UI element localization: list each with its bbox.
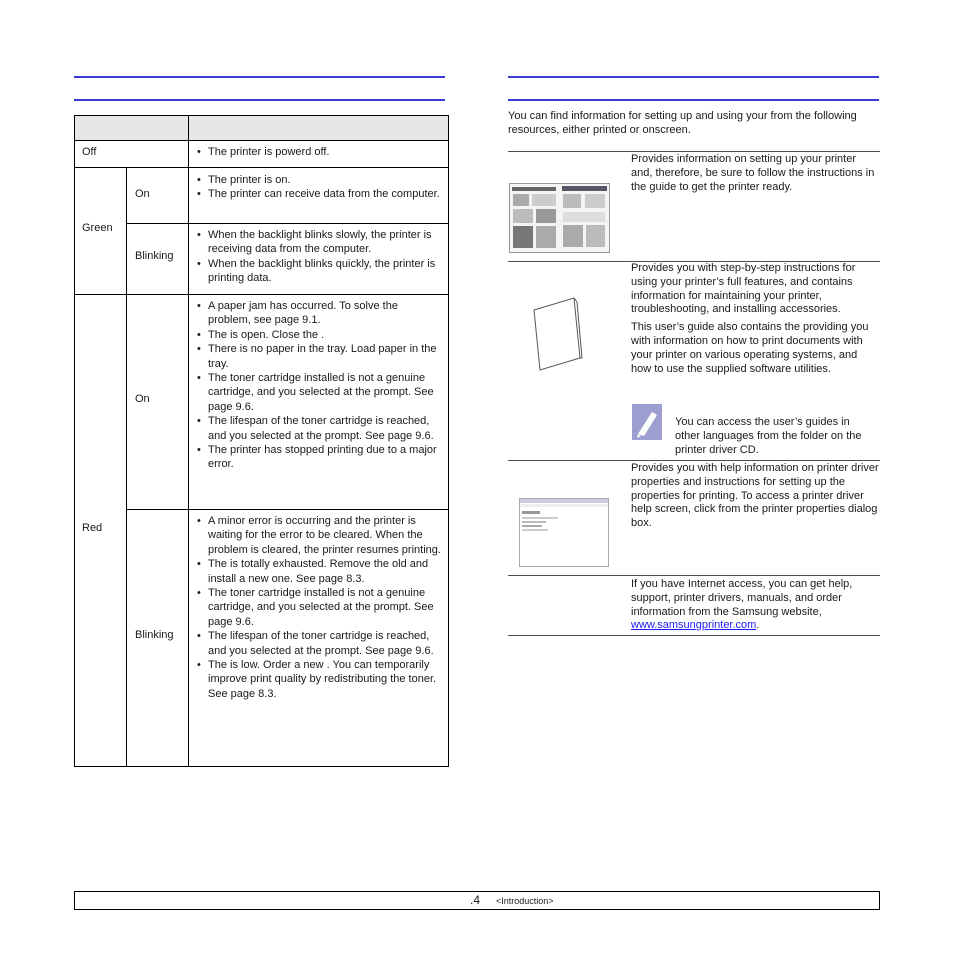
bullet-item: • The printer can receive data from the computer. (196, 187, 442, 201)
resource-2-text (631, 262, 879, 376)
bullet-item: • The is low. Order a new . You can temporarily improve print quality by redistributing the toner. See page 8.3. (196, 658, 442, 701)
bullet-item: • The toner cartridge installed is not a genuine cartridge, and you selected at the prompt. See page 9.6. (196, 586, 442, 629)
bullet-item: • The printer has stopped printing due to a major error. (196, 443, 442, 472)
bullet-item: • When the backlight blinks quickly, the printer is printing data. (196, 257, 442, 286)
table-border-right (448, 115, 449, 767)
row-line (126, 509, 449, 510)
samsung-website-link[interactable]: www.samsungprinter.com (631, 619, 757, 632)
bullet-item: • The toner cartridge installed is not a genuine cartridge, and you selected at the prompt. See page 9.6. (196, 371, 442, 414)
bullet-item: • The lifespan of the toner cartridge is reached, and you selected at the prompt. See page 9.6. (196, 629, 442, 658)
resource-divider (508, 635, 880, 636)
bullet-item: • The printer is on. (196, 173, 442, 187)
pen-note-icon (632, 404, 662, 440)
bullet-item: • The is totally exhausted. Remove the old and install a new one. See page 8.3. (196, 557, 442, 586)
left-top-rule (74, 76, 445, 78)
state-green-on: On (135, 188, 150, 200)
page-number: .4 (470, 893, 481, 907)
green-on-description (196, 173, 442, 202)
state-red-on: On (135, 393, 150, 405)
resource-4-end: . (756, 619, 760, 632)
row-line (74, 167, 449, 168)
red-on-description (196, 299, 442, 472)
right-second-rule (508, 99, 879, 101)
note-text: You can access the user’s guides in other languages from the folder on the printer driver CD. (675, 416, 862, 456)
table-border-top (74, 115, 449, 116)
bullet-item: • The is open. Close the . (196, 328, 442, 342)
table-border-left (74, 115, 75, 767)
green-blinking-description (196, 228, 442, 286)
state-red-blinking: Blinking (135, 629, 174, 641)
status-label-green: Green (82, 222, 113, 234)
status-label-red: Red (82, 522, 103, 534)
footer-section: <Introduction> (496, 896, 554, 906)
table-border-bottom (74, 766, 449, 767)
col-divider-desc (188, 115, 189, 767)
bullet-item: • The lifespan of the toner cartridge is reached, and you selected at the prompt. See page 9.6. (196, 414, 442, 443)
resource-divider (508, 575, 880, 576)
status-label-off: Off (82, 146, 97, 158)
resource-4-body: If you have Internet access, you can get help, support, printer drivers, manuals, and order information from the Samsung website, (631, 578, 853, 618)
resource-2-para-1: Provides you with step-by-step instructions for using your printer’s full features, and contains information for maintaining your printer, troubleshooting, and installing accessories. (631, 262, 856, 316)
resource-3-text: Provides you with help information on printer driver properties and instructions for setting up the properties for printing. To access a printer driver help screen, click from the printer properties dialog box. (631, 462, 879, 530)
resource-1-text: Provides information on setting up your printer and, therefore, be sure to follow the instructions in the guide to get the printer ready. (631, 153, 875, 193)
note-icon (632, 404, 662, 440)
booklet-icon (530, 296, 584, 372)
quick-guide-image (510, 184, 609, 252)
quick-guide-thumbnail (509, 183, 610, 253)
col-divider-state (126, 167, 127, 767)
bullet-item: • When the backlight blinks slowly, the printer is receiving data from the computer. (196, 228, 442, 257)
state-green-blinking: Blinking (135, 250, 174, 262)
right-top-rule (508, 76, 879, 78)
bullet-item: • A paper jam has occurred. To solve the problem, see page 9.1. (196, 299, 442, 328)
bullet-item: • The printer is powerd off. (196, 145, 442, 159)
row-line (126, 223, 449, 224)
red-blinking-description (196, 514, 442, 701)
row-line (74, 140, 449, 141)
table-header-row (74, 115, 448, 140)
resource-2-para-2: This user’s guide also contains the providing you with information on how to print documents with your printer on various operating systems, and how to use the supplied software utilities. (631, 321, 869, 375)
off-description (196, 145, 442, 159)
resource-divider (508, 460, 880, 461)
resource-4-text (631, 578, 879, 633)
driver-help-image (520, 499, 608, 566)
bullet-item: • A minor error is occurring and the printer is waiting for the error to be cleared. When the problem is cleared, the printer resumes printing. (196, 514, 442, 557)
row-line (74, 294, 449, 295)
intro-text: You can find information for setting up and using your from the following resources, either printed or onscreen. (508, 110, 857, 136)
bullet-item: • There is no paper in the tray. Load paper in the tray. (196, 342, 442, 371)
resource-divider (508, 151, 880, 152)
left-second-rule (74, 99, 445, 101)
driver-help-thumbnail (519, 498, 609, 567)
